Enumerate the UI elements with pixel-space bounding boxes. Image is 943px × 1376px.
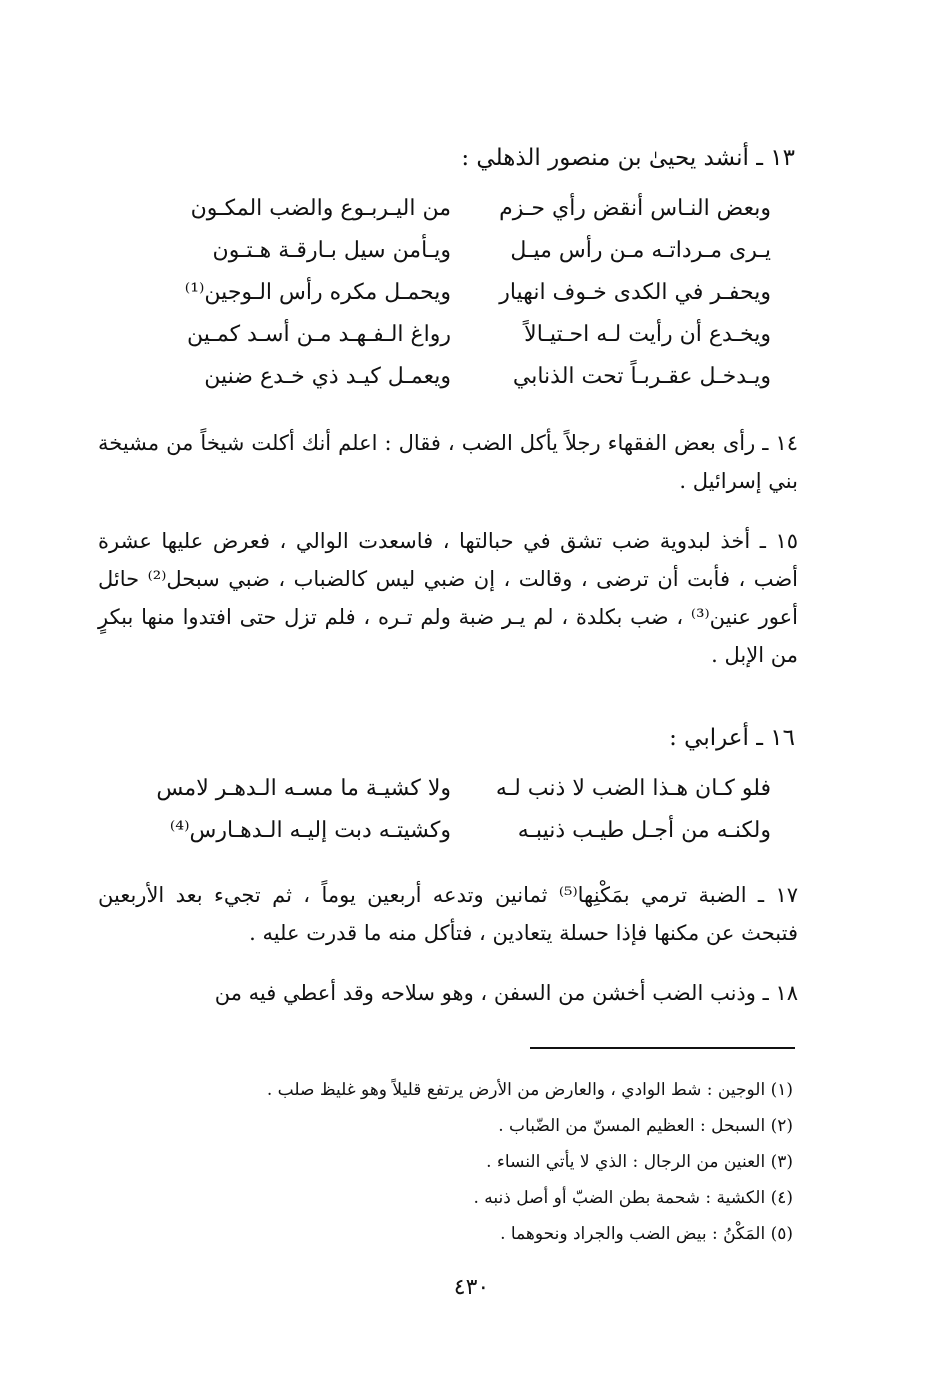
section-16-heading: ١٦ ـ أعرابي :	[669, 725, 795, 751]
poem-13	[151, 188, 771, 398]
footnote: (٤) الكشية : شحمة بطن الضبّ أو أصل ذنبه .	[473, 1188, 793, 1208]
paragraph: ١٤ ـ رأى بعض الفقهاء رجلاً يأكل الضب ، فقال : اعلم أنك أكلت شيخاً من مشيخة بني إسرائيل .	[98, 431, 798, 493]
hemistich: ويعمـل كيـد ذي خـدع ضنين	[204, 364, 451, 389]
hemistich: ويـأمن سيل بـارقـة هـتـون	[212, 238, 451, 263]
section-13-heading: ١٣ ـ أنشد يحيىٰ بن منصور الذهلي :	[461, 145, 795, 171]
page-number: ٤٣٠	[453, 1275, 490, 1300]
paragraph: ١٥ ـ أخذ لبدوية ضب تشق في حبالتها ، فاسعدت الوالي ، فعرض عليها عشرة أضب ، فأبت أن ترضى ، وقالت ، إن ضبي ليس كالضباب ، ضبي سبحل⁽²⁾ حائل أعور عنين⁽³⁾ ، ضب بكلدة ، لم يـر ضبة ولم تـره ، فلم تزل حتى افتدوا منها ببكرٍ من الإبل .	[98, 529, 799, 667]
hemistich: ويـدخـل عقـربـاً تحت الذنابي	[512, 364, 771, 389]
footnote: (١) الوجين : شط الوادي ، والعارض من الأرض يرتفع قليلاً وهو غليظ صلب .	[266, 1080, 793, 1100]
hemistich: فلو كـان هـذا الضب لا ذنب لـه	[495, 776, 771, 801]
hemistich: ويخـدع أن رأيت لـه احـتيـالاً	[524, 322, 771, 347]
verse-row	[151, 272, 771, 314]
verse-row	[151, 810, 771, 852]
verse-row	[151, 768, 771, 810]
paragraph: ١٨ ـ وذنب الضب أخشن من السفن ، وهو سلاحه وقد أعطي فيه من	[214, 981, 798, 1005]
hemistich: ويحفـر في الكدى خـوف انهيار	[499, 280, 771, 305]
verse-row	[151, 188, 771, 230]
footnote: (٣) العنين من الرجال : الذي لا يأتي النساء .	[486, 1152, 793, 1172]
section-18	[98, 974, 798, 1012]
verse-row	[151, 356, 771, 398]
section-15	[98, 522, 798, 674]
section-14	[98, 424, 798, 500]
hemistich: وكشيتـه دبت إليـه الـدهـارس⁽⁴⁾	[169, 818, 451, 843]
footnotes	[153, 1072, 793, 1252]
hemistich: من اليـربـوع والضب المكـون	[190, 196, 451, 221]
hemistich: ولا كشيـة ما مسـه الـدهـر لامس	[156, 776, 451, 801]
footnote-separator	[530, 1047, 795, 1049]
hemistich: ولكنـه من أجـل طيـب ذنيبـه	[517, 818, 771, 843]
hemistich: رواغ الـفـهـد مـن أسـد كمـين	[187, 322, 451, 347]
footnote: (٢) السبحل : العظيم المسنّ من الضّباب .	[498, 1116, 793, 1136]
section-17	[98, 876, 798, 952]
verse-row	[151, 230, 771, 272]
hemistich: يـرى مـرداتـه مـن رأس ميـل	[510, 238, 771, 263]
poem-16	[151, 768, 771, 852]
hemistich: وبعض النـاس أنقض رأي حـزم	[499, 196, 771, 221]
paragraph: ١٧ ـ الضبة ترمي بمَكْنِها⁽⁵⁾ ثمانين وتدعه أربعين يوماً ، ثم تجيء بعد الأربعين فتبحث عن مكنها فإذا حسلة يتعادين ، فتأكل منه ما قدرت عليه .	[98, 883, 799, 945]
hemistich: ويحمـل مكره رأس الـوجين⁽¹⁾	[184, 280, 451, 305]
footnote: (٥) المَكْنُ : بيض الضب والجراد ونحوهما .	[500, 1224, 793, 1244]
verse-row	[151, 314, 771, 356]
